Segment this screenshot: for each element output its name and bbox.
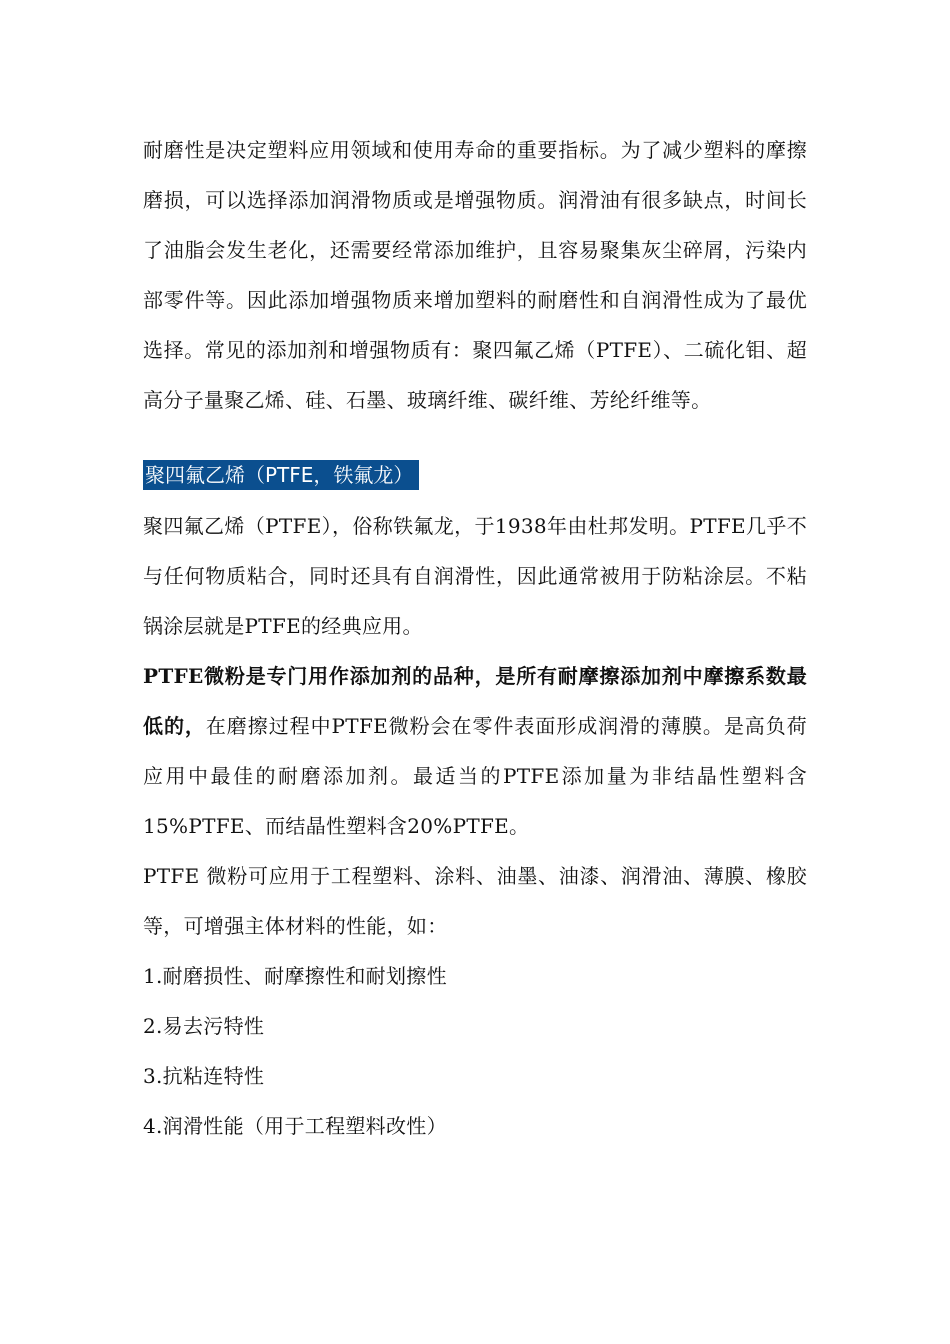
ptfe-powder-paragraph	[143, 651, 807, 851]
list-item: 1.耐磨损性、耐摩擦性和耐划擦性	[143, 964, 447, 988]
list-item: 4.润滑性能（用于工程塑料改性）	[143, 1114, 447, 1138]
section-heading: 聚四氟乙烯（PTFE，铁氟龙）	[143, 460, 419, 490]
list-item: 2.易去污特性	[143, 1014, 265, 1038]
section-heading-row	[143, 457, 807, 497]
ptfe-intro-paragraph: 聚四氟乙烯（PTFE），俗称铁氟龙，于1938年由杜邦发明。PTFE几乎不与任何物质粘合，同时还具有自润滑性，因此通常被用于防粘涂层。不粘锅涂层就是PTFE的经典应用。	[143, 514, 807, 638]
intro-paragraph: 耐磨性是决定塑料应用领域和使用寿命的重要指标。为了减少塑料的摩擦磨损，可以选择添加润滑物质或是增强物质。润滑油有很多缺点，时间长了油脂会发生老化，还需要经常添加维护，且容易聚集灰尘碎屑，污染内部零件等。因此添加增强物质来增加塑料的耐磨性和自润滑性成为了最优选择。常见的添加剂和增强物质有：聚四氟乙烯（PTFE）、二硫化钼、超高分子量聚乙烯、硅、石墨、玻璃纤维、碳纤维、芳纶纤维等。	[143, 138, 807, 412]
ptfe-applications-paragraph: PTFE 微粉可应用于工程塑料、涂料、油墨、油漆、润滑油、薄膜、橡胶等，可增强主体材料的性能，如：	[143, 864, 807, 938]
document-page	[143, 125, 807, 1151]
ptfe-powder-rest-text: 在磨擦过程中PTFE微粉会在零件表面形成润滑的薄膜。是高负荷应用中最佳的耐磨添加剂。最适当的PTFE添加量为非结晶性塑料含15%PTFE、而结晶性塑料含20%PTFE。	[143, 714, 807, 838]
ptfe-powder-bold-text: PTFE微粉是专门用作添加剂的品种，是所有耐摩擦添加剂中摩擦系数最低的，	[143, 664, 807, 738]
list-item: 3.抗粘连特性	[143, 1064, 265, 1088]
